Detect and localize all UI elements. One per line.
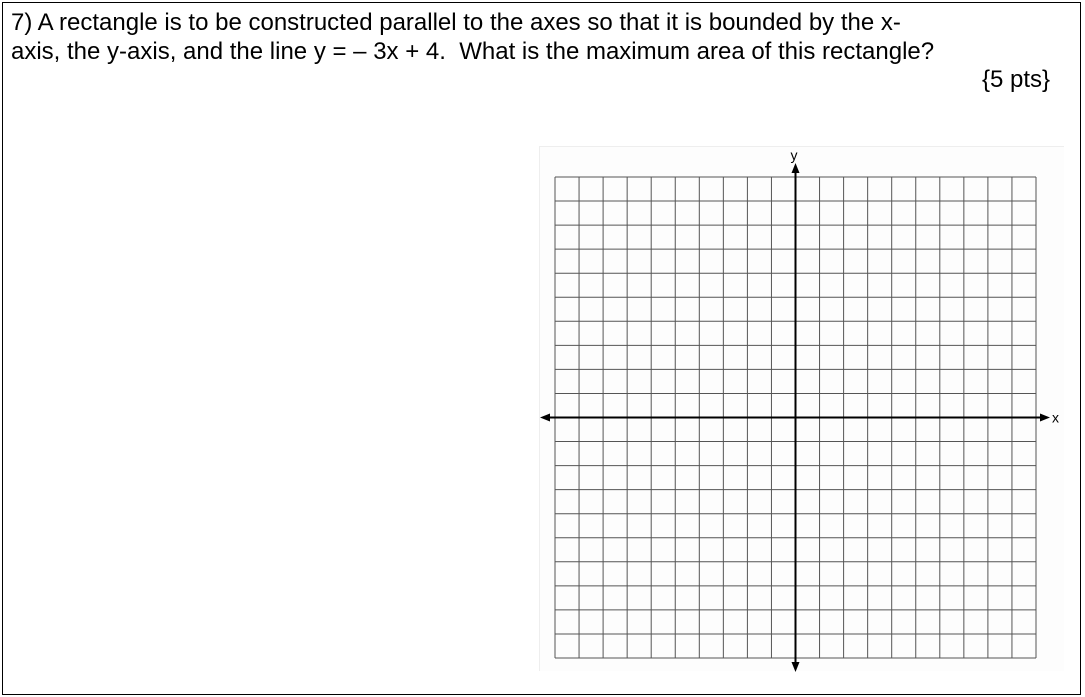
x-axis-left-arrow-icon — [540, 414, 550, 422]
question-line-1: 7) A rectangle is to be constructed parallel to the axes so that it is bounded by the x- — [11, 9, 901, 36]
axes — [540, 163, 1050, 672]
y-axis-up-arrow-icon — [792, 163, 800, 173]
points-value: {5 pts} — [981, 66, 1050, 93]
x-axis-right-arrow-icon — [1040, 414, 1050, 422]
question-line-2: axis, the y-axis, and the line y = – 3x + 4. What is the maximum area of this rectangle? — [11, 38, 935, 65]
y-axis-label: y — [790, 147, 798, 163]
x-axis-label: x — [1052, 409, 1059, 426]
y-axis-down-arrow-icon — [792, 662, 800, 672]
